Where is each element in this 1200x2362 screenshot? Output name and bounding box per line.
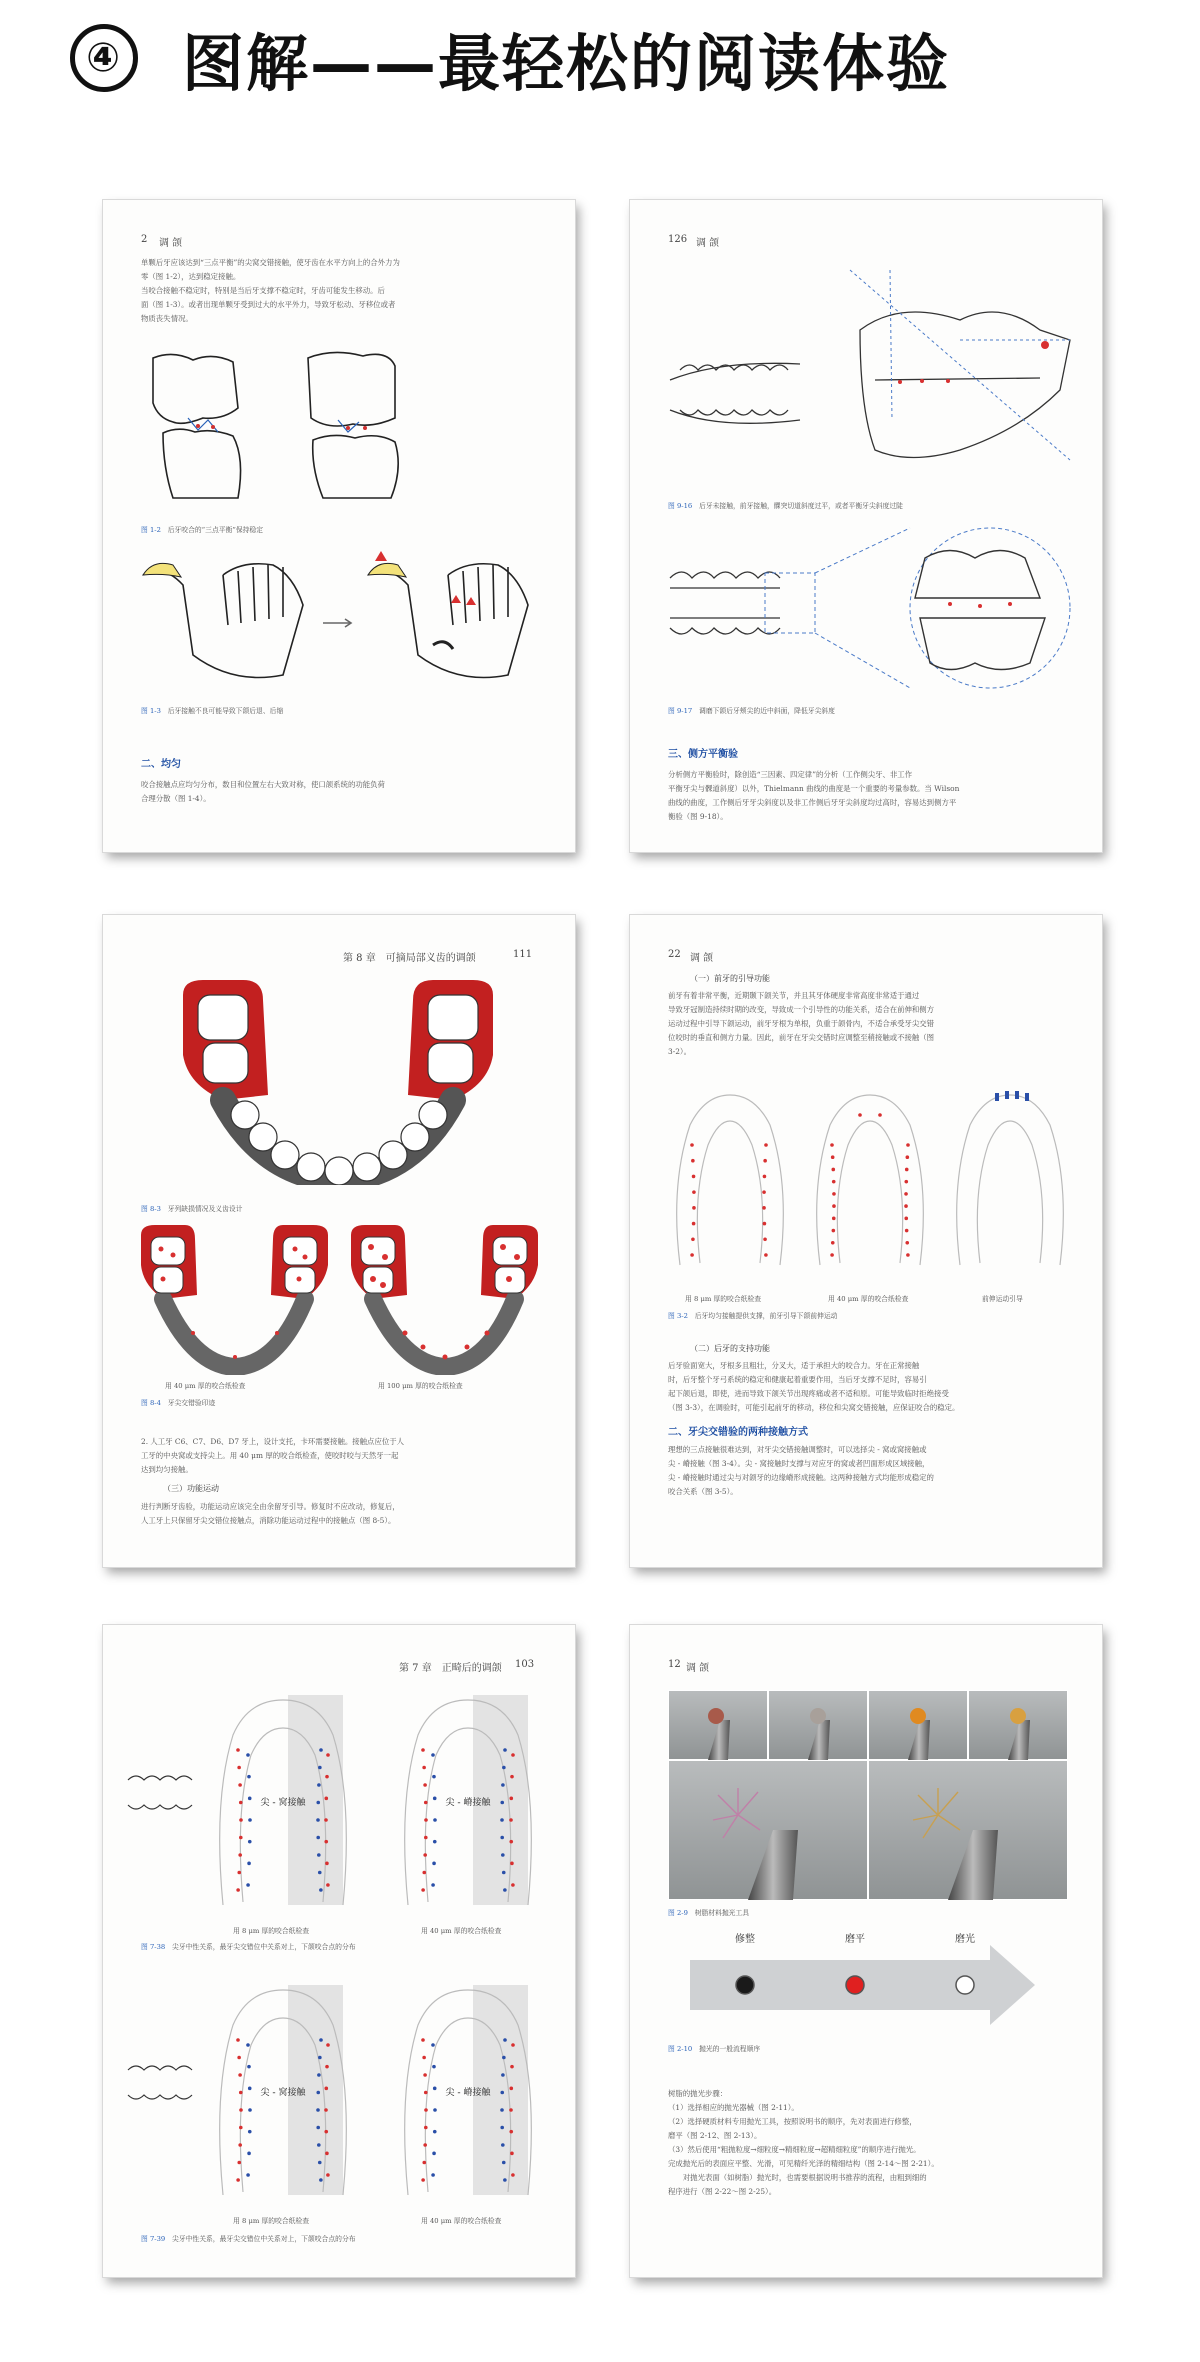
occlusion-marks-100um (343, 1225, 548, 1375)
figure-caption-2: 图 2-10 抛光的一般流程顺序 (668, 2045, 761, 2053)
figure-caption-1: 图 2-9 树脂材料抛光工具 (668, 1909, 750, 1917)
paragraph-2: 进行判断牙齿验，功能运动应该完全由余留牙引导。修复时不应改动，修复后， 人工牙上只保留牙尖交错位接触点，消除功能运动过程中的接触点（图 8-5）。 (141, 1502, 400, 1525)
running-header: 第 8 章 可摘局部义齿的调颌 (343, 953, 476, 964)
step-label-flatten: 磨平 (845, 1934, 865, 1945)
paragraph-2: 后牙验面宽大，牙根多且粗壮，分叉大，适于承担大的咬合力。牙在正常接触 时，后牙整个牙弓系统的稳定和健康起着重要作用，当后牙支撑不足时，容易引 起下颌后退，即使，进而导致下颌关节出现疼痛或者不适和原。可能导致临时拒绝接受 （图 3-3），在调验时，可能引起前牙的移动，移位和尖窝交错接触，应保证咬合的稳定。 (668, 1361, 960, 1412)
step-dot-trim (736, 1976, 754, 1994)
figure-caption-1: 图 7-38 尖牙中性关系，最牙尖交错位中关系对上，下颌咬合点的分布 (141, 1943, 356, 1951)
molar-zoom-diagram (660, 518, 1080, 698)
label-cusp-fossa: 尖 - 窝接触 (260, 1798, 306, 1808)
step-dot-polish (956, 1976, 974, 1994)
paragraph-3: 理想的三点接触很难达到，对牙尖交错接触调整时，可以选择尖 - 窝或窝接触或 尖 - 嵴接触（图 3-4）。尖 - 窝接触时支撑与对应牙的窝或者凹面形成区域接触， 尖 - 嵴接触时通过尖与对颌牙的边缘嵴形成接触。这两种接触方式均能形成稳定的 咬合关系（图 3-5）。 (668, 1445, 934, 1496)
page-number: 111 (513, 949, 533, 960)
orthodontic-occlusion-top (123, 1680, 563, 1920)
paragraph: 分析侧方平衡验时，除创造“三因素、四定律”的分析（工作侧尖牙、非工作 平衡牙尖与髁道斜度）以外，Thielmann 曲线的曲度是一个重要的考量参数。当 Wilson 曲线的曲度，工作侧后牙牙尖斜度以及非工作侧后牙牙尖斜度均过高时，容易达到侧方平 衡验（图 9-18）。 (668, 770, 960, 821)
page-number: 22 (668, 949, 681, 960)
caption-40um: 用 40 μm 厚的咬合纸检查 (165, 1382, 246, 1390)
label-cusp-fossa: 尖 - 窝接触 (260, 2088, 306, 2098)
figure-caption-1: 图 9-16 后牙未接触，前牙接触，髁突切道斜度过平，或者平衡牙尖斜度过陡 (668, 502, 903, 510)
occlusion-marks-40um (133, 1225, 338, 1375)
figure-caption-2: 图 8-4 牙尖交错验印迹 (141, 1399, 216, 1407)
page-number: 2 (141, 234, 148, 245)
subheading-1: （一）前牙的引导功能 (690, 974, 770, 983)
caption-40um: 用 40 μm 厚的咬合纸检查 (828, 1295, 909, 1303)
step-label-trim: 修整 (735, 1934, 755, 1945)
running-header: 调 颌 (159, 238, 183, 249)
section-heading: 二、牙尖交错验的两种接触方式 (668, 1427, 808, 1438)
book-page-3 (103, 915, 575, 1567)
paragraph-1: 前牙有着非常平衡，近期颞下颌关节，并且其牙体硬度非常高度非常适于通过 导致牙冠制造持续时期的改变，导致成一个引导性的功能关系，适合在前伸和侧方 运动过程中引导下颌运动，前牙牙根为单根，负重于颌骨内，不适合承受牙尖交错 位咬时的垂直和侧方力量。因此，前牙在牙尖交错时应调整至稍接触或不接触（图 3-2）。 (668, 991, 935, 1056)
running-header: 第 7 章 正畸后的调颌 (399, 1663, 502, 1674)
headline-number: ④ (70, 24, 138, 92)
running-header: 调 颌 (690, 953, 714, 964)
headline-title: 图解——最轻松的阅读体验 (182, 26, 951, 100)
running-header: 调 颌 (686, 1663, 710, 1674)
figure-caption: 图 3-2 后牙均匀接触提供支撑，前牙引导下颌前伸运动 (668, 1312, 838, 1320)
polishing-process-arrow (690, 1930, 1040, 2030)
caption-100um: 用 100 μm 厚的咬合纸检查 (378, 1382, 463, 1390)
step-label-polish: 磨光 (955, 1934, 975, 1945)
book-page-2 (630, 200, 1102, 852)
step-dot-flatten (846, 1976, 864, 1994)
section-heading: 二、均匀 (141, 759, 181, 770)
partial-denture-design (163, 975, 513, 1185)
section-heading: 三、侧方平衡验 (668, 749, 738, 760)
caption-8um: 用 8 μm 厚的咬合纸检查 (233, 1927, 310, 1935)
running-header: 调 颌 (696, 238, 720, 249)
figure-caption-2: 图 7-39 尖牙中性关系，最牙尖交错位中关系对上，下颌咬合点的分布 (141, 2235, 356, 2243)
caption-protrusion: 前伸运动引导 (982, 1295, 1023, 1303)
paragraph: 树脂的抛光步骤： （1）选择相应的抛光器械（图 2-11）。 （2）选择硬质材料专用抛光工具，按照说明书的顺序，先对表面进行修整， 磨平（图 2-12、图 2-13）。 （3）然后使用“粗抛粒度→细粒度→精细粒度→超精细粒度”的顺序进行抛光。 完成抛光后的表面应平整、光滑，可见精纤光泽的精细结构（图 2-14～图 2-21）。 对抛光表面（如树脂）抛光时，也需要根据说明书推荐的流程，由粗到细的 程序进行（图 2-22～图 2-25）。 (668, 2089, 939, 2196)
caption-40um: 用 40 μm 厚的咬合纸检查 (421, 1927, 502, 1935)
label-cusp-ridge: 尖 - 嵴接触 (445, 1798, 491, 1808)
label-cusp-ridge: 尖 - 嵴接触 (445, 2088, 491, 2098)
page-number: 103 (515, 1659, 535, 1670)
page-number: 126 (668, 234, 688, 245)
caption-40um: 用 40 μm 厚的咬合纸检查 (421, 2217, 502, 2225)
paragraph-1: 2. 人工牙 C6、C7、D6、D7 牙上，设计支托，卡环需要接触。接触点应位于人 工牙的中央窝或支持尖上。用 40 μm 厚的咬合纸检查，使咬时咬与天然牙一起 达到均匀接触。 (141, 1437, 405, 1474)
figure-caption-2: 图 9-17 调磨下颌后牙颊尖的近中斜面，降低牙尖斜度 (668, 707, 835, 715)
caption-8um: 用 8 μm 厚的咬合纸检查 (685, 1295, 762, 1303)
three-point-balance-illustration (133, 348, 543, 518)
figure-caption-1: 图 8-3 牙列缺损情况及义齿设计 (141, 1205, 243, 1213)
dental-arch-marks (660, 1085, 1080, 1285)
mandible-diagram (133, 545, 543, 695)
paragraph-2: 咬合接触点应均匀分布，数目和位置左右大致对称，使口颌系统的功能负荷 合理分散（图 1-4）。 (141, 780, 385, 803)
polishing-tools-photos (668, 1690, 1068, 1900)
book-page-4 (630, 915, 1102, 1567)
paragraph-1: 单颗后牙应该达到“三点平衡”的尖窝交错接触，使牙齿在水平方向上的合外力为 零（图 1-2），达到稳定接触。 当咬合接触不稳定时，特别是当后牙支撑不稳定时，牙齿可能发生移动。后 面（图 1-3）。或者出现单颗牙受到过大的水平外力，导致牙松动、牙移位或者 物质丧失情况。 (141, 258, 400, 323)
subheading-2: （二）后牙的支持功能 (690, 1344, 770, 1353)
book-page-5 (103, 1625, 575, 2277)
figure-caption-1: 图 1-2 后牙咬合的“三点平衡”保持稳定 (141, 526, 264, 534)
book-page-6 (630, 1625, 1102, 2277)
subheading: （三）功能运动 (163, 1484, 219, 1493)
headline (70, 18, 950, 98)
figure-caption-2: 图 1-3 后牙接触不良可能导致下颌后退、后缩 (141, 707, 284, 715)
skull-occlusion-diagram (660, 260, 1080, 490)
book-page-1 (103, 200, 575, 852)
caption-8um: 用 8 μm 厚的咬合纸检查 (233, 2217, 310, 2225)
orthodontic-occlusion-bottom (123, 1970, 563, 2210)
page-number: 12 (668, 1659, 681, 1670)
